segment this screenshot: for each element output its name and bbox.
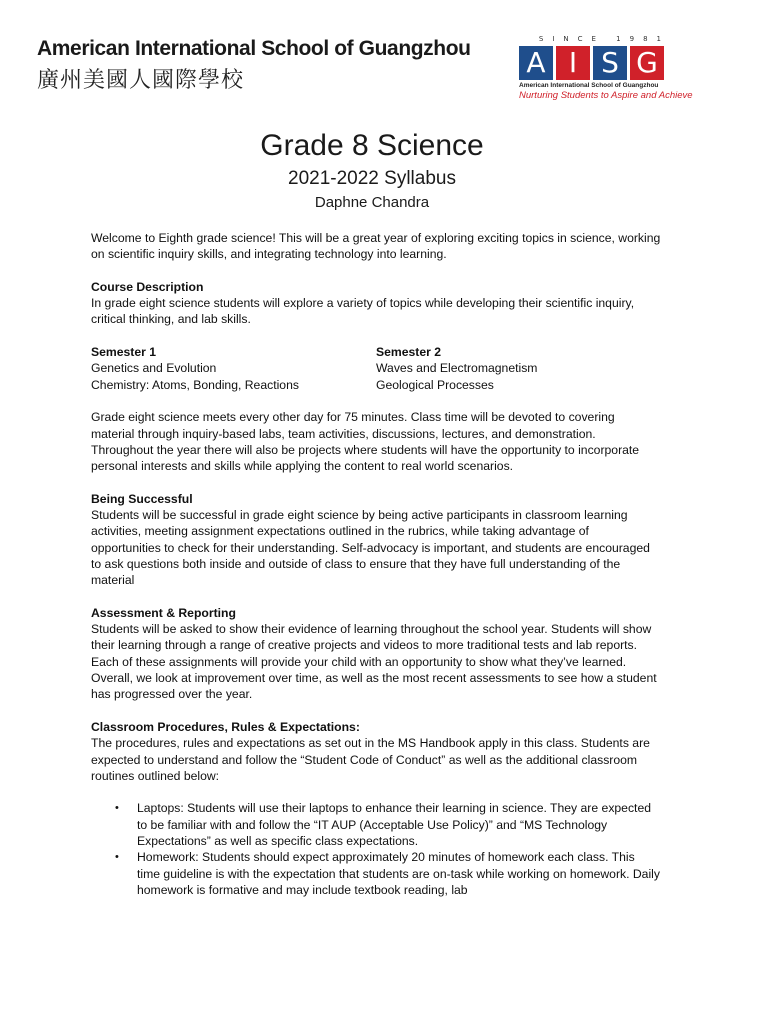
semester-topic: Geological Processes: [376, 377, 494, 392]
syllabus-body: [91, 230, 661, 898]
semester-heading: Semester 2: [376, 345, 442, 360]
course-description-heading: Course Description: [91, 279, 204, 294]
list-item: • Laptops: Students will use their laptops to enhance their learning in science. They are expected to be familiar with and follow the “IT AUP (Acceptable Use Policy)” and “MS Technology Expectations” as well as specific class expectations.: [137, 800, 661, 849]
course-description-text: In grade eight science students will explore a variety of topics while developing their scientific inquiry, critical thinking, and lab skills.: [91, 296, 635, 327]
semester-topic: Genetics and Evolution: [91, 361, 217, 376]
page-subtitle: 2021-2022 Syllabus: [288, 168, 456, 189]
being-successful-heading: Being Successful: [91, 491, 193, 506]
logo-since: SINCE 1981: [538, 35, 670, 43]
logo-letter: I: [556, 46, 590, 80]
assessment-text: Students will be asked to show their evidence of learning throughout the school year. Students will show their learning through a range of creative projects and videos to more traditional tests and lab reports. Each of these assignments will provide your child with an opportunity to show what they’ve learned. Overall, we look at improvement over time, as well as the most recent assessments to see how a student has progressed over the year.: [91, 622, 657, 702]
semester-1: [91, 344, 376, 393]
procedures-text: The procedures, rules and expectations as set out in the MS Handbook apply in this class. Students are expected to understand and follow the “Student Code of Conduct” as well as the additional classroom routines outlined below:: [91, 736, 650, 783]
list-item: • Homework: Students should expect approximately 20 minutes of homework each class. This time guideline is with the expectation that students are on-task while working on homework. Daily homework is formative and may include textbook reading, lab: [137, 849, 661, 898]
teacher-name: Daphne Chandra: [314, 194, 430, 211]
logo-letter: S: [593, 46, 627, 80]
school-name-zh: 廣州美國人國際學校: [37, 68, 245, 93]
logo-school-name: American International School of Guangzhou: [519, 82, 659, 89]
procedures-list: [91, 800, 661, 898]
semester-topic: Waves and Electromagnetism: [376, 361, 538, 376]
logo-letters: [519, 46, 674, 80]
semester-heading: Semester 1: [91, 345, 157, 360]
procedures-heading: Classroom Procedures, Rules & Expectations:: [91, 719, 360, 734]
assessment-heading: Assessment & Reporting: [91, 605, 236, 620]
being-successful-text: Students will be successful in grade eight science by being active participants in classroom learning activities, meeting assignment expectations outlined in the rubrics, while taking advantage of opportunities to check for their understanding. Self-advocacy is important, and students are encouraged to ask questions both inside and outside of class to ensure that they have full understanding of the material: [91, 508, 650, 588]
page-title: Grade 8 Science: [260, 129, 484, 162]
semester-topic: Chemistry: Atoms, Bonding, Reactions: [91, 377, 299, 392]
semester-2: [376, 344, 661, 393]
aisg-logo: [519, 35, 693, 101]
logo-tagline: Nurturing Students to Aspire and Achieve: [519, 90, 693, 101]
schedule-paragraph: Grade eight science meets every other day for 75 minutes. Class time will be devoted to covering material through inquiry-based labs, team activities, discussions, lectures, and demonstration. Throughout the year there will also be projects where students will have the opportunity to incorporate personal interests and skills while applying the content to real world scenarios.: [91, 410, 640, 474]
school-name-en: American International School of Guangzhou: [37, 37, 471, 60]
intro-paragraph: Welcome to Eighth grade science! This will be a great year of exploring exciting topics in science, working on scientific inquiry skills, and integrating technology into learning.: [91, 231, 661, 262]
semester-columns: [91, 344, 661, 393]
logo-letter: A: [519, 46, 553, 80]
logo-letter: G: [630, 46, 664, 80]
